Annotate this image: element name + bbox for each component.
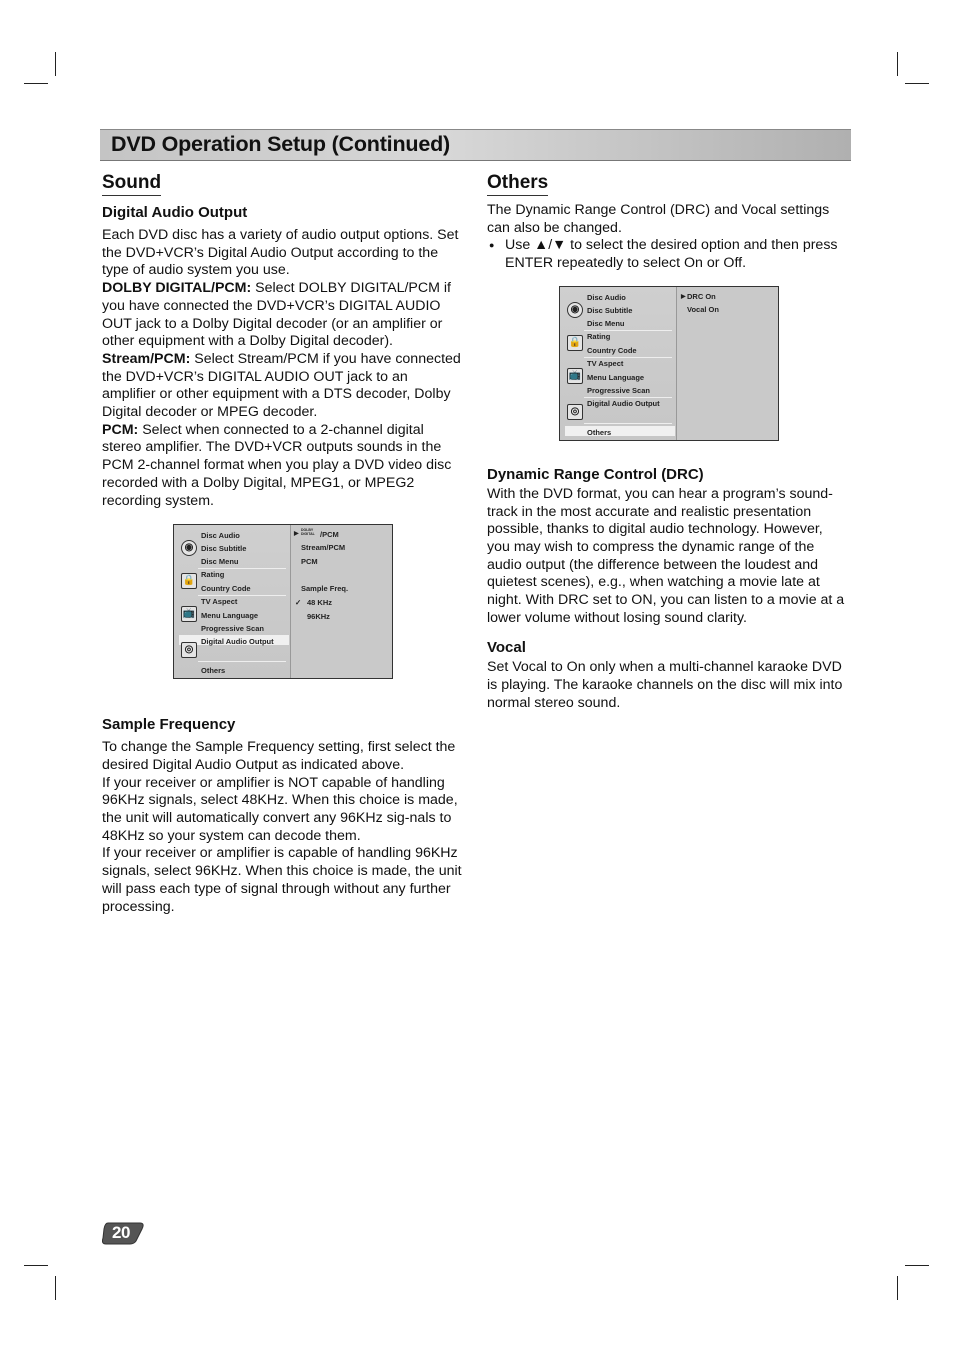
option-dolby-pcm: /PCM xyxy=(320,530,339,539)
page-title: DVD Operation Setup (Continued) xyxy=(111,132,450,156)
drc-text: With the DVD format, you can hear a program’s sound-track in the most accurate and realistic presentation possible, thanks to digital audio technology. However, you may wish to compress the dynamic range of the audio output (the difference between the loudest and quietest scenes), e.g., when watching a movie late at night. With DRC set to ON, you can listen to a movie at a lower volume without losing sound clarity. xyxy=(487,485,845,626)
dolby-label: DOLBY DIGITAL/PCM: xyxy=(102,280,252,297)
others-bullet xyxy=(487,237,849,272)
menu-item-others: Others xyxy=(201,666,226,675)
drc-heading: Dynamic Range Control (DRC) xyxy=(487,465,704,483)
dolby-digital-logo: DOLBY DIGITAL xyxy=(301,528,315,536)
menu-item-tv-aspect: TV Aspect xyxy=(587,359,624,368)
stream-paragraph xyxy=(102,351,464,422)
others-menu-screenshot xyxy=(559,286,779,441)
menu-item-disc-audio: Disc Audio xyxy=(201,531,240,540)
stream-text: Select Stream/PCM if you have connected the DVD+VCR’s DIGITAL AUDIO OUT jack to an amplifier or other equipment with a DTS decoder, Dolby Digital decoder or MPEG decoder. xyxy=(102,350,461,421)
selection-arrow: ▶ xyxy=(294,531,299,537)
sample-frequency-p2: If your receiver or amplifier is NOT capable of handling 96KHz signals, select 48KHz. When this choice is made, the unit will automatically convert any 96KHz sig-nals to 48KHz so your system can decode them. xyxy=(102,774,458,844)
digital-audio-output-heading: Digital Audio Output xyxy=(102,204,248,221)
menu-category-pane xyxy=(174,525,290,678)
tv-icon: 📺 xyxy=(181,606,197,622)
option-96khz: 96KHz xyxy=(307,612,330,621)
speaker-icon: ◎ xyxy=(567,404,583,420)
disc-icon: ◉ xyxy=(567,302,583,318)
menu-item-disc-menu: Disc Menu xyxy=(587,319,625,328)
lock-icon: 🔒 xyxy=(181,573,197,589)
crop-mark xyxy=(55,52,56,76)
option-48khz: 48 KHz xyxy=(307,598,333,607)
pcm-paragraph xyxy=(102,422,464,511)
crop-mark xyxy=(897,1276,898,1300)
speaker-icon: ◎ xyxy=(181,642,197,658)
sample-frequency-p3: If your receiver or amplifier is capable of handling 96KHz signals, select 96KHz. When this choice is made, the unit will pass each type of signal through without any further processing. xyxy=(102,845,462,915)
vocal-text: Set Vocal to On only when a multi-channel karaoke DVD is playing. The karaoke channels on the disc will mix into normal stereo sound. xyxy=(487,659,843,711)
stream-label: Stream/PCM: xyxy=(102,350,191,367)
crop-mark xyxy=(897,52,898,76)
disc-icon: ◉ xyxy=(181,540,197,556)
menu-item-disc-menu: Disc Menu xyxy=(201,557,239,566)
others-intro: The Dynamic Range Control (DRC) and Vocal settings can also be changed. xyxy=(487,202,830,236)
sample-frequency-heading: Sample Frequency xyxy=(102,716,236,734)
tv-icon: 📺 xyxy=(567,368,583,384)
crop-mark xyxy=(905,83,929,84)
menu-category-pane xyxy=(560,287,676,440)
menu-item-menu-language: Menu Language xyxy=(201,611,259,620)
crop-mark xyxy=(55,1276,56,1300)
pcm-text: Select when connected to a 2-channel digital stereo amplifier. The DVD+VCR outputs sounds in the PCM 2-channel format when you play a DVD video disc recorded with a Dolby Digital, MPEG1, or MPEG2 recording system. xyxy=(102,421,452,509)
option-vocal-on: Vocal On xyxy=(687,305,719,314)
page-number-badge xyxy=(102,1221,144,1245)
menu-option-pane xyxy=(676,287,778,440)
menu-item-country-code: Country Code xyxy=(201,584,251,593)
digital-audio-intro: Each DVD disc has a variety of audio output options. Set the DVD+VCR’s Digital Audio Output according to the type of audio system you use. xyxy=(102,227,459,279)
crop-mark xyxy=(905,1265,929,1266)
menu-item-progressive-scan: Progressive Scan xyxy=(587,386,650,395)
menu-item-disc-subtitle: Disc Subtitle xyxy=(201,544,247,553)
menu-item-digital-audio-output: Digital Audio Output xyxy=(201,637,274,646)
page-number: 20 xyxy=(112,1223,130,1242)
menu-item-others: Others xyxy=(587,428,612,437)
sample-frequency-p1: To change the Sample Frequency setting, first select the desired Digital Audio Output as indicated above. xyxy=(102,739,456,773)
digital-audio-menu-screenshot xyxy=(173,524,393,679)
menu-item-disc-audio: Disc Audio xyxy=(587,293,626,302)
check-icon: ✓ xyxy=(295,598,302,607)
menu-item-digital-audio-output: Digital Audio Output xyxy=(587,399,660,408)
menu-item-progressive-scan: Progressive Scan xyxy=(201,624,264,633)
menu-item-menu-language: Menu Language xyxy=(587,373,645,382)
lock-icon: 🔒 xyxy=(567,335,583,351)
others-heading: Others xyxy=(487,172,548,196)
pcm-label: PCM: xyxy=(102,421,139,438)
menu-option-pane xyxy=(290,525,392,678)
option-stream-pcm: Stream/PCM xyxy=(301,543,346,552)
others-bullet-text: Use ▲/▼ to select the desired option and then press ENTER repeatedly to select On or Off. xyxy=(505,237,838,272)
crop-mark xyxy=(24,83,48,84)
option-drc-on: DRC On xyxy=(687,292,716,301)
option-pcm: PCM xyxy=(301,557,318,566)
menu-item-tv-aspect: TV Aspect xyxy=(201,597,238,606)
others-column xyxy=(487,172,849,713)
crop-mark xyxy=(24,1265,48,1266)
dolby-paragraph xyxy=(102,280,464,351)
selection-arrow: ▶ xyxy=(681,294,686,300)
sound-heading: Sound xyxy=(102,172,161,196)
page-title-bar xyxy=(100,129,851,161)
vocal-heading: Vocal xyxy=(487,639,526,657)
sample-freq-label: Sample Freq. xyxy=(301,584,349,593)
menu-item-rating: Rating xyxy=(587,332,611,341)
dolby-text: Select DOLBY DIGITAL/PCM if you have connected the DVD+VCR’s DIGITAL AUDIO OUT jack to a Dolby Digital decoder (or an amplifier or other equipment with a Dolby Digital decoder). xyxy=(102,280,451,350)
bullet-dot: ● xyxy=(489,240,495,251)
menu-item-rating: Rating xyxy=(201,570,225,579)
menu-item-country-code: Country Code xyxy=(587,346,637,355)
menu-item-disc-subtitle: Disc Subtitle xyxy=(587,306,633,315)
